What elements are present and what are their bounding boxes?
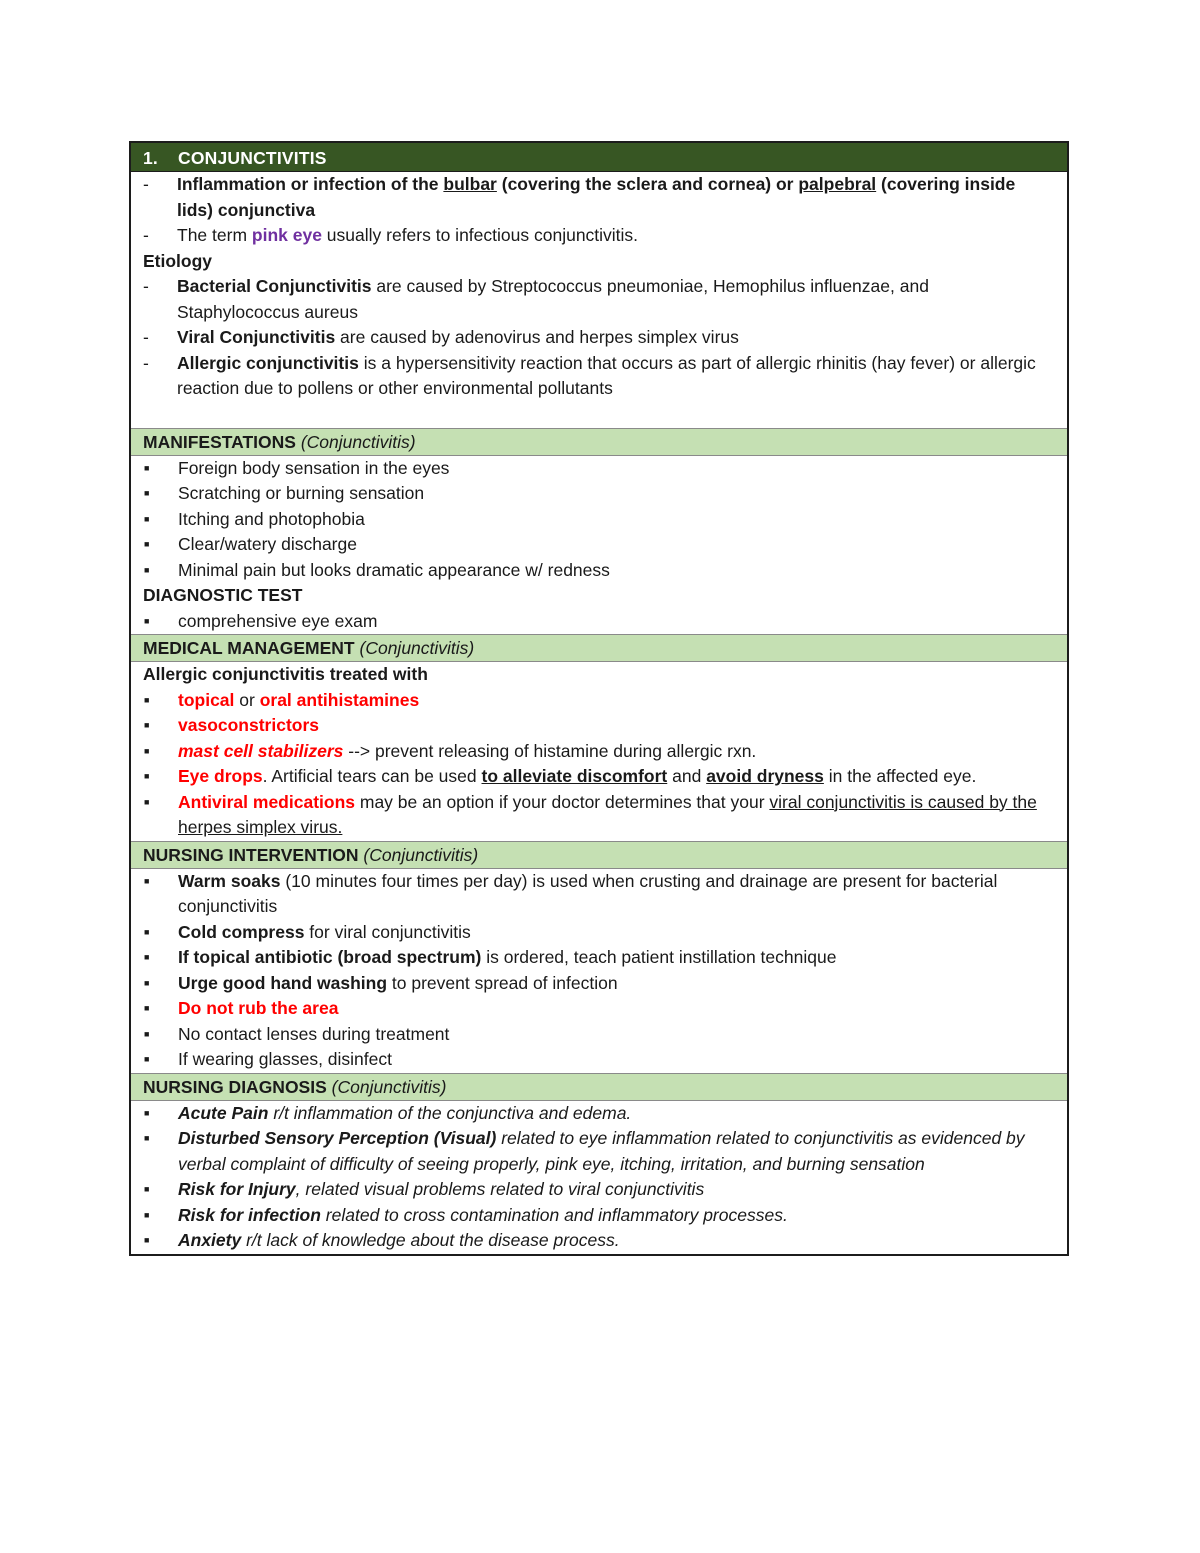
list-item: ■ topical or oral antihistamines xyxy=(143,688,1055,714)
nursing-intervention-block xyxy=(131,869,1067,1073)
dash-bullet: - xyxy=(143,327,149,347)
square-bullet-icon: ■ xyxy=(144,1028,150,1039)
dash-bullet: - xyxy=(143,225,149,245)
nursing-diagnosis-header: NURSING DIAGNOSIS (Conjunctivitis) xyxy=(131,1073,1067,1101)
list-item: ■ mast cell stabilizers --> prevent releasing of histamine during allergic rxn. xyxy=(143,739,1055,765)
square-bullet-icon: ■ xyxy=(144,1003,150,1013)
list-item: ■ Anxiety r/t lack of knowledge about the disease process. xyxy=(143,1228,1055,1254)
square-bullet-icon: ■ xyxy=(144,977,150,988)
nursing-diagnosis-block xyxy=(131,1101,1067,1254)
list-item: ■ No contact lenses during treatment xyxy=(143,1022,1055,1048)
list-item: ■ Acute Pain r/t inflammation of the conjunctiva and edema. xyxy=(143,1101,1055,1127)
list-item: - Inflammation or infection of the bulbar (covering the sclera and cornea) or palpebral (covering inside lids) conjunctiva xyxy=(143,174,1016,220)
dash-bullet: - xyxy=(143,174,149,194)
manifestations-header: MANIFESTATIONS (Conjunctivitis) xyxy=(131,428,1067,456)
square-bullet-icon: ■ xyxy=(144,564,150,575)
term-pink-eye: pink eye xyxy=(251,225,322,245)
intro-block xyxy=(131,172,1067,428)
list-item: ■ comprehensive eye exam xyxy=(143,609,1055,635)
list-item: ■ Itching and photophobia xyxy=(143,507,1055,533)
dash-bullet: - xyxy=(143,352,149,373)
square-bullet-icon: ■ xyxy=(144,952,150,962)
list-item: ■ Disturbed Sensory Perception (Visual) related to eye inflammation related to conjunctivitis as evidenced by verbal complaint of difficulty of seeing properly, pink eye, itching, irritation, and burning sensation xyxy=(144,1128,1025,1174)
square-bullet-icon: ■ xyxy=(144,796,150,807)
list-item: - The term pink eye usually refers to infectious conjunctivitis. xyxy=(143,223,1055,249)
list-item: ■ vasoconstrictors xyxy=(143,713,1055,739)
square-bullet-icon: ■ xyxy=(144,1107,150,1118)
square-bullet-icon: ■ xyxy=(144,1209,150,1220)
list-item: ■ Foreign body sensation in the eyes xyxy=(143,456,1055,482)
manifestations-block xyxy=(131,456,1067,635)
square-bullet-icon: ■ xyxy=(144,926,150,937)
square-bullet-icon: ■ xyxy=(144,875,150,886)
square-bullet-icon: ■ xyxy=(144,488,150,498)
square-bullet-icon: ■ xyxy=(144,1235,150,1245)
conjunctivitis-table xyxy=(129,141,1069,1256)
list-item: ■ Warm soaks (10 minutes four times per day) is used when crusting and drainage are present for bacterial conjunctivitis xyxy=(144,870,998,916)
title-number: 1. xyxy=(143,148,158,168)
etiology-heading: Etiology xyxy=(143,250,213,271)
square-bullet-icon: ■ xyxy=(144,462,150,473)
square-bullet-icon: ■ xyxy=(144,1184,150,1194)
term-bulbar: bulbar xyxy=(443,174,497,194)
list-item: ■ Clear/watery discharge xyxy=(143,532,1055,558)
square-bullet-icon: ■ xyxy=(144,539,150,549)
list-item: ■ Eye drops. Artificial tears can be used to alleviate discomfort and avoid dryness in the affected eye. xyxy=(143,764,1055,790)
square-bullet-icon: ■ xyxy=(144,615,150,626)
nursing-intervention-header: NURSING INTERVENTION (Conjunctivitis) xyxy=(131,841,1067,869)
medical-management-block xyxy=(131,662,1067,841)
title-bar xyxy=(131,143,1067,172)
diagnostic-heading: DIAGNOSTIC TEST xyxy=(143,585,303,605)
list-item: ■ If wearing glasses, disinfect xyxy=(143,1047,1055,1073)
list-item: ■ Do not rub the area xyxy=(143,996,1055,1022)
dash-bullet: - xyxy=(143,276,149,296)
list-item: ■ Urge good hand washing to prevent spread of infection xyxy=(143,971,1055,997)
list-item: ■ If topical antibiotic (broad spectrum) is ordered, teach patient instillation technique xyxy=(143,945,1055,971)
medical-management-header: MEDICAL MANAGEMENT (Conjunctivitis) xyxy=(131,634,1067,662)
square-bullet-icon: ■ xyxy=(144,513,150,524)
square-bullet-icon: ■ xyxy=(144,1133,150,1143)
square-bullet-icon: ■ xyxy=(144,694,150,705)
medical-lead: Allergic conjunctivitis treated with xyxy=(143,664,428,684)
list-item: ■ Cold compress for viral conjunctivitis xyxy=(143,920,1055,946)
square-bullet-icon: ■ xyxy=(144,745,150,756)
term-palpebral: palpebral xyxy=(798,174,877,194)
list-item: ■ Risk for infection related to cross contamination and inflammatory processes. xyxy=(143,1203,1055,1229)
list-item: ■ Scratching or burning sensation xyxy=(143,481,1055,507)
title-text: CONJUNCTIVITIS xyxy=(178,148,327,168)
square-bullet-icon: ■ xyxy=(144,771,150,781)
square-bullet-icon: ■ xyxy=(144,1054,150,1064)
list-item: ■ Minimal pain but looks dramatic appearance w/ redness xyxy=(143,558,1055,584)
list-item: - Allergic conjunctivitis is a hypersensitivity reaction that occurs as part of allergic rhinitis (hay fever) or allergic reaction due to pollens or other environmental pollutants xyxy=(143,352,1036,398)
list-item: - Viral Conjunctivitis are caused by adenovirus and herpes simplex virus xyxy=(143,325,1055,351)
square-bullet-icon: ■ xyxy=(144,720,150,730)
list-item: ■ Risk for Injury, related visual problems related to viral conjunctivitis xyxy=(143,1177,1055,1203)
list-item: - Bacterial Conjunctivitis are caused by Streptococcus pneumoniae, Hemophilus influenzae, and Staphylococcus aureus xyxy=(143,276,929,322)
list-item: ■ Antiviral medications may be an option if your doctor determines that your viral conjunctivitis is caused by the herpes simplex virus. xyxy=(144,791,1037,837)
